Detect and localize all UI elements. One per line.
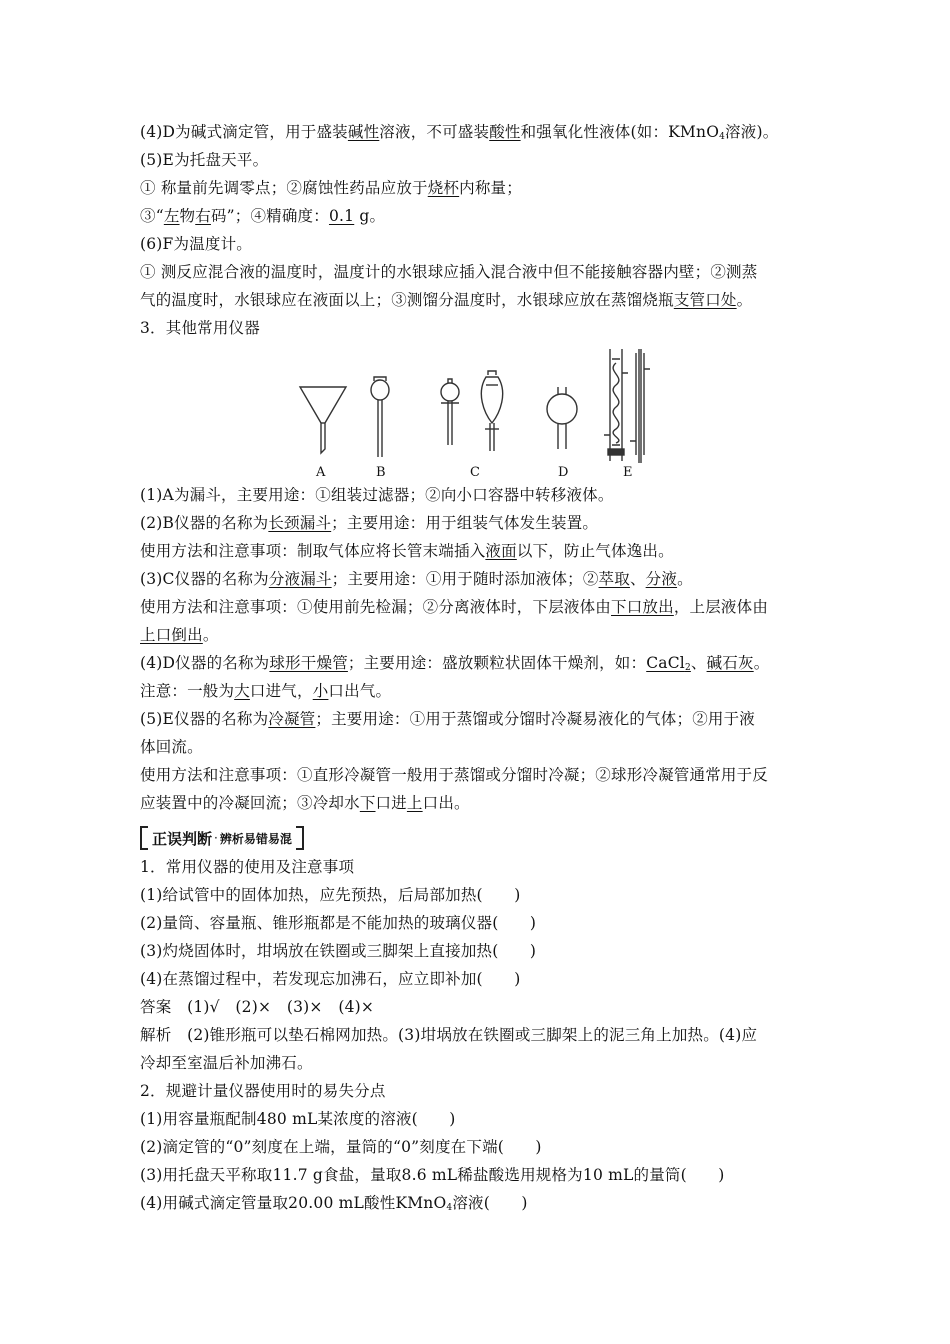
question-item: (3)灼烧固体时，坩埚放在铁圈或三脚架上直接加热( ) (140, 942, 537, 960)
text-line: (3)C仪器的名称为分液漏斗；主要用途：①用于随时添加液体；②萃取、分液。 (140, 570, 693, 588)
question-heading: 2．规避计量仪器使用时的易失分点 (140, 1082, 386, 1100)
figure-label-b: B (376, 465, 386, 480)
text-line: 上口倒出。 (140, 626, 219, 644)
text-line: (5)E为托盘天平。 (140, 151, 269, 169)
question-item: (4)用碱式滴定管量取20.00 mL酸性KMnO$_4$溶液( ) (140, 1194, 528, 1213)
banner-subtitle: 辨析易错易混 (219, 831, 292, 846)
figure-label-e: E (623, 465, 633, 480)
text-line: 应装置中的冷凝回流；③冷却水下口进上口出。 (140, 794, 470, 812)
bracket-left-icon (140, 826, 148, 850)
banner-dot: · (214, 831, 218, 845)
drying-tube-drawing (547, 387, 577, 449)
section-heading: 3．其他常用仪器 (140, 319, 260, 337)
text-line: ① 称量前先调零点；②腐蚀性药品应放于烧杯内称量； (140, 179, 522, 197)
explanation-line: 冷却至室温后补加沸石。 (140, 1054, 313, 1072)
instruments-illustration (290, 345, 670, 465)
question-item: (1)用容量瓶配制480 mL某浓度的溶液( ) (140, 1110, 456, 1128)
banner-title: 正误判断 (152, 829, 213, 848)
question-item: (1)给试管中的固体加热，应先预热，后局部加热( ) (140, 886, 521, 904)
section-banner (140, 826, 304, 850)
question-item: (2)量筒、容量瓶、锥形瓶都是不能加热的玻璃仪器( ) (140, 914, 537, 932)
question-heading: 1．常用仪器的使用及注意事项 (140, 858, 355, 876)
long-neck-funnel-drawing (371, 377, 389, 457)
separatory-funnel-pear-drawing (481, 371, 502, 451)
explanation-line: 解析 (2)锥形瓶可以垫石棉网加热。(3)坩埚放在铁圈或三脚架上的泥三角上加热。(4)应 (140, 1026, 758, 1044)
text-line: (4)D为碱式滴定管，用于盛装碱性溶液，不可盛装酸性和强氧化性液体(如：KMnO$_4$溶液)。 (140, 123, 779, 142)
text-line: 气的温度时，水银球应在液面以上；③测馏分温度时，水银球应放在蒸馏烧瓶支管口处。 (140, 291, 753, 309)
text-line: 使用方法和注意事项：①使用前先检漏；②分离液体时，下层液体由下口放出，上层液体由 (140, 598, 769, 616)
text-line: 体回流。 (140, 738, 203, 756)
text-line: (5)E仪器的名称为冷凝管；主要用途：①用于蒸馏或分馏时冷凝易液化的气体；②用于液 (140, 710, 755, 728)
text-line: 使用方法和注意事项：制取气体应将长管末端插入液面以下，防止气体逸出。 (140, 542, 674, 560)
funnel-drawing (300, 387, 346, 453)
bracket-right-icon (296, 826, 304, 850)
question-item: (4)在蒸馏过程中，若发现忘加沸石，应立即补加( ) (140, 970, 521, 988)
text-line: (2)B仪器的名称为长颈漏斗；主要用途：用于组装气体发生装置。 (140, 514, 599, 532)
figure-label-a: A (316, 465, 326, 480)
text-line: (1)A为漏斗，主要用途：①组装过滤器；②向小口容器中转移液体。 (140, 486, 614, 504)
figure-label-d: D (558, 465, 569, 480)
answer-line: 答案 (1)√ (2)× (3)× (4)× (140, 998, 375, 1016)
question-item: (3)用托盘天平称取11.7 g食盐，量取8.6 mL稀盐酸选用规格为10 mL的量筒( ) (140, 1166, 725, 1184)
spiral-condenser-drawing (604, 349, 628, 461)
text-line: ③“左物右码”；④精确度：0.1 g。 (140, 207, 386, 225)
text-line: 使用方法和注意事项：①直形冷凝管一般用于蒸馏或分馏时冷凝；②球形冷凝管通常用于反 (140, 766, 769, 784)
text-line: (6)F为温度计。 (140, 235, 253, 253)
text-line: 注意：一般为大口进气，小口出气。 (140, 682, 392, 700)
separatory-funnel-small-drawing (441, 379, 459, 445)
straight-condenser-drawing (630, 349, 650, 463)
text-line: ① 测反应混合液的温度时，温度计的水银球应插入混合液中但不能接触容器内壁；②测蒸 (140, 263, 758, 281)
figure-label-c: C (470, 465, 480, 480)
instrument-figure (290, 345, 670, 483)
text-line: (4)D仪器的名称为球形干燥管；主要用途：盛放颗粒状固体干燥剂，如：CaCl$_2$、碱石灰。 (140, 654, 770, 673)
question-item: (2)滴定管的“0”刻度在上端，量筒的“0”刻度在下端( ) (140, 1138, 542, 1156)
